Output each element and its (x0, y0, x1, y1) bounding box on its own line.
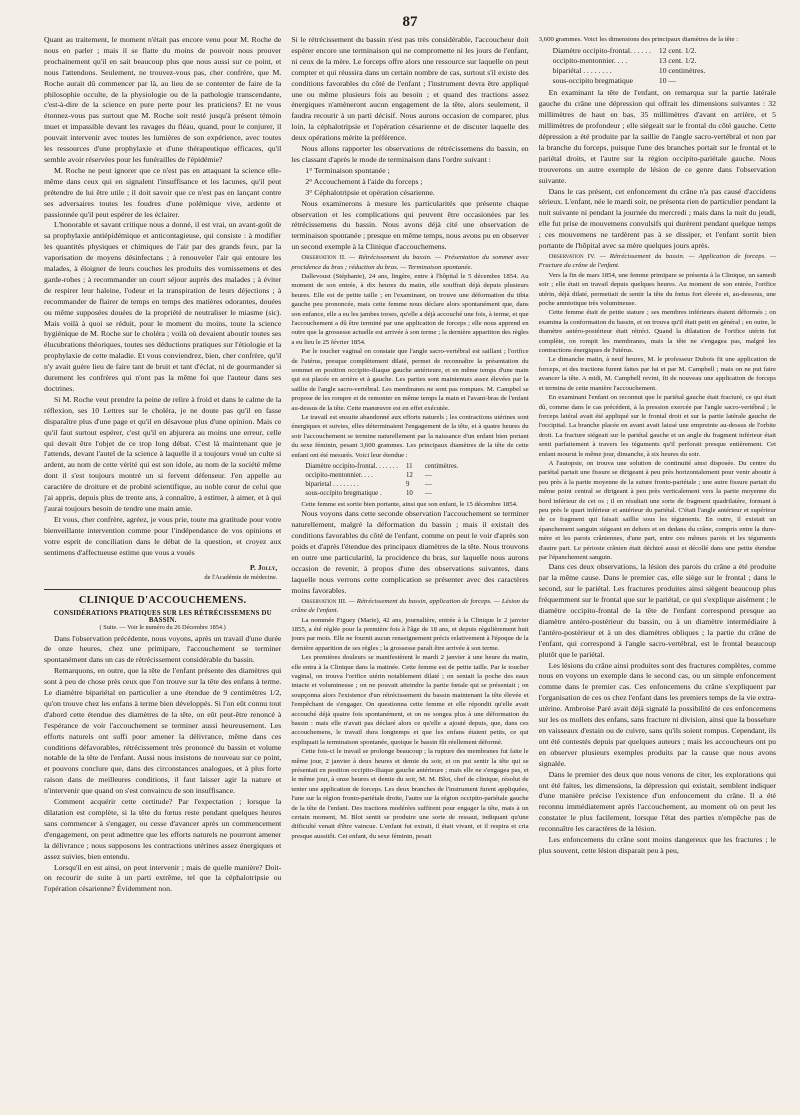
dimensions-table (301, 462, 462, 498)
observation-title: — Rétrécissement du bassin, application de forceps. — Lésion du crâne de l'enfant. (291, 597, 529, 615)
list-item: 1° Terminaison spontanée ; (305, 165, 390, 175)
dimension-unit: — (424, 472, 432, 480)
observation-number: Observation II. (301, 254, 346, 262)
dimension-label: biparietal . . . . . . . . (305, 481, 359, 489)
observation-paragraph: En examinant l'enfant on reconnut que le pariétal gauche était fracturé, ce qui était dû, comme dans le cas précédent, à la pression exercée par l'angle sacro-vertébral ; le forceps latéral avait été appliqué sur le frontal droit et sur la partie latérale gauche de l'occipital. La branche placée en avant avait laissé une empreinte au-dessus de l'orbite droit. La fracture siégeait sur le pariétal gauche et un angle du fragment inférieur était senti parfaitement à travers les téguments qu'il perforait presque entièrement. Cet enfant mourut le même jour, dimanche, à six heures du soir. (538, 394, 776, 458)
dimension-value: 11 (405, 463, 413, 471)
observation-paragraph: Le dimanche matin, à neuf heures, M. le professeur Dubois fit une application de forceps, et des tractions furent faites par lui et par M. Campbell ; mais on ne put faire avancer la tête. A midi, M. Campbell revint, fit de nouveau une application de forceps et termina de cette manière l'accouchement. (538, 356, 776, 392)
col1-paragraph: Et vous, cher confrère, agréez, je vous prie, toute ma gratitude pour votre bienveillante intervention comme pour l'indépendance de vos opinions et votre esprit de conciliation dans le débat de la question, et croyez aux sentimens d'affectueuse estime que vous a voués (44, 514, 282, 557)
col3-paragraph: Les enfoncemens du crâne sont moins dangereux que les fractures ; le plus souvent, cette lésion disparait peu à peu, (538, 835, 776, 855)
dimensions-table (549, 46, 710, 86)
observation-title: — Rétrécissement du bassin. — Présentation du sommet avec procidence du bras ; réduction du bras. — Terminaison spontanée. (291, 254, 529, 271)
dimension-label: sous-occipito bregmatique (552, 76, 634, 86)
dimension-value: 12 (405, 472, 413, 480)
observation-paragraph: Les premières douleurs se manifestèrent le mardi 2 janvier à une heure du matin, elle entra à la Clinique dans la matinée. Cette femme est de petite taille. Par le toucher vaginal, on trouva l'orifice utérin notablement dilaté ; on sentait la poche des eaux intacte et volumineuse ; on ne pouvait atteindre la partie fœtale qui se présentait ; on soupçonna alors l'existence d'un rétrécissement du bassin maintenant la tête élevée et l'empêchant de s'engager. On questionna cette femme et elle répondit qu'elle avait accouché déjà quatre fois spontanément, et on ne songea plus à une déformation du bassin : mais elle n'avait pas déclaré alors ce qu'elle a ajouté depuis, que, dans ces accouchemens, le travail dura longtemps et que les enfans étaient petits, ce qui expliquait la terminaison spontanée, quoique le bassin fût réellement déformé. (291, 654, 529, 746)
column-1 (44, 35, 281, 1115)
table-row (549, 76, 710, 86)
observation-heading (291, 597, 528, 616)
dimension-unit: — (424, 490, 432, 498)
col2-paragraph: Nous examinerons à mesure les particularités que présente chaque observation et les complications qui peuvent être occasionées par les rétrécissemens du bassin. Nous avons déjà cité une observation de terminaison spontanée ; presque en même temps, nous avons pu en observer un second exemple à la Clinique d'accouchemens. (291, 198, 529, 252)
observation-heading (539, 252, 776, 271)
observation-number: Observation IV. (548, 253, 596, 260)
col1-paragraph: Si M. Roche veut prendre la peine de relire à froid et dans le calme de la réflexion, ses 10 Lettres sur le choléra, je ne doute pas qu'il en fasse disparaître plus d'une page et qu'il en désavoue plus d'une opinion. Mais ce qu'il faut surtout espérer, c'est qu'il en abjurera au moins une erreur, celle qui devait être l'objet de ce trop long débat. C'est là maintenant que je l'attends, devant l'autel de la science à laquelle il a toujours voué un culte si ardent, au nom de cette vérité qui est son idole, au nom de la société même dont il s'est toujours montré un si fervent défenseur. J'en appelle au caractère de droiture et de probité scientifique, au noble cœur de celui que j'ai appris, depuis plus de trente ans, à connaître, à estimer, à aimer, et à qui j'aurai toujours besoin de tendre une main amie. (44, 394, 282, 513)
observation-paragraph: Dallevoust (Stéphanie), 24 ans, lingère, entre à l'hôpital le 5 décembre 1854. Au moment de son entrée, à dix heures du matin, elle souffrait déjà depuis plusieurs heures. Elle est de petite taille ; en l'examinant, on trouve une déformation du tibia gauche peu prononcée, mais cette femme nous déclare alors spontanément que, dans son enfance, elle a eu les jambes torses, qu'elle a déjà accouché une fois, à terme, et que l'accouchement a dû être terminé par une application de forceps ; elle nous apprend en outre que la grossesse actuelle est arrivée à son terme ; la dernière apparition des règles a eu lieu le 25 février 1854. (291, 272, 529, 346)
dimension-label: Diamètre occipito-frontal. . . . . . (552, 46, 651, 56)
observation-number: Observation III. (301, 597, 347, 605)
dimension-value: 10 centimètres. (658, 66, 706, 76)
section-title: CLINIQUE D'ACCOUCHEMENS. (78, 594, 247, 606)
signature-affiliation: de l'Académie de médecine. (204, 573, 278, 581)
col1-paragraph: Lorsqu'il en est ainsi, on peut intervenir ; mais de quelle manière? Doit-on recourir de suite à un parti extrême, tel que la céphalotripsie ou l'opération césarienne? Évidemment non. (44, 862, 282, 894)
col1-paragraph: Comment acquérir cette certitude? Par l'expectation ; lorsque la dilatation est complète, si la tête du fœtus reste pendant quelques heures sans commencer à s'engager, ou cesse d'avancer après un commencement d'engagement, on peut admettre que les efforts naturels ne pourront amener la délivrance ; nous supposons les contractions utérines assez énergiques et assez suivies, bien entendu. (44, 797, 282, 861)
table-row (301, 471, 462, 480)
observation-heading (291, 253, 528, 272)
dimension-value: 13 cent. 1/2. (658, 56, 697, 66)
col1-paragraph: Dans l'observation précédente, nous voyons, après un travail d'une durée de onze heures, chez une primipare, l'accouchement se terminer spontanément dans un cas de rétrécissement considérable du bassin. (44, 633, 282, 665)
dimension-label: occipito-mentonnier. . . . (305, 472, 373, 480)
dimension-label: occipito-mentonnier. . . . (552, 56, 628, 66)
col1-paragraph: Quant au traitement, le moment n'était pas encore venu pour M. Roche de nous en parler ; mais il se flatte du moins de pouvoir nous prouver prochainement qu'il en sait beaucoup plus que nous aussi sur ce point, et nous l'attendons. Seulement, ne trouvez-vous pas, cher confrère, que M. Roche aurait dû commencer par là, au lieu de se contenter de faire de la philosophie occulte, de la physiologie ou de la pathologie transcendante, c'est-à-dire de la science en pure perte pour les praticiens? Et ne vous étonnez-vous pas surtout que M. Roche soit resté jusqu'à présent témoin muet et impassible devant les ravages du fléau, quand, pour le conjurer, il pouvait intervenir avec toutes les lumières de son expérience, avec toutes les ressources d'une prophylaxie et d'une thérapeutique efficaces, qu'il semble avoir réservées pour les funérailles de l'épidémie? (44, 35, 282, 164)
table-row (549, 46, 710, 56)
dimension-value: 10 — (658, 76, 677, 86)
dimension-unit: — (424, 481, 432, 489)
col2-paragraph: Nous allons rapporter les observations de rétrécissemens du bassin, en les classant d'après le mode de terminaison dans l'ordre suivant : (291, 144, 529, 164)
dimension-label: bipariétal . . . . . . . . (552, 66, 612, 76)
observation-title: — Rétrécissement du bassin. — Application de forceps. — Fracture du crâne de l'enfant. (538, 253, 776, 270)
table-row (301, 480, 462, 489)
signature-name: P. Jolly, (249, 562, 278, 572)
table-row (549, 66, 710, 76)
col3-paragraph: Dans le premier des deux que nous venons de citer, les explorations qui ont été faites, les dimensions, la dépression qui existait, semblent indiquer d'une manière précise l'existence d'un enfoncement du crâne. Il a été reconnu immédiatement après l'accouchement, au moment où on peut les constater le plus facilement, lorsque l'état des parties n'empêche pas de reconnaître les caractères de la lésion. (538, 769, 776, 834)
table-row (301, 462, 462, 471)
dimension-label: sous-occipito bregmatique . (305, 490, 382, 498)
column-2 (291, 35, 528, 1115)
observation-paragraph: La nommée Figuey (Marie), 42 ans, journalière, entrée à la Clinique le 2 janvier 1855, a été réglée pour la première fois à l'âge de 18 ans, et depuis régulièrement huit jours par mois. Elle ne fournit aucun renseignement précis relativement à l'époque de la dernière apparition de ses règles ; la grossesse paraît être arrivée à son terme. (291, 616, 529, 652)
subsection-title: CONSIDÉRATIONS PRATIQUES SUR LES RÉTRÉCISSEMENS DU BASSIN. (53, 609, 272, 624)
dimension-label: Diamètre occipito-frontal. . . . . . . (305, 463, 398, 471)
col3-paragraph: En examinant la tête de l'enfant, on remarqua sur la partie latérale gauche du crâne une dépression qui offrait les dimensions suivantes : 32 millimètres de haut en bas, 35 millimètres d'avant en arrière, et 5 millimètres de profondeur ; elle siégeait sur le frontal du côté gauche. Cette dépression a été produite par la saillie de l'angle sacro-vertébral et non par la branche du forceps, puisque l'une des branches portait sur le frontal et le pariétal droits, et l'autre sur la région occipito-pariétale gauche. Nous trouverons un autre exemple de lésion de ce genre dans l'observation suivante. (538, 88, 776, 185)
table-row (301, 489, 462, 498)
observation-paragraph: Par le toucher vaginal on constate que l'angle sacro-vertébral est saillant ; l'orifice de l'utérus, presque complètement dilaté, permet de reconnaître la présentation du sommet en position occipito-iliaque gauche antérieure, et en même temps d'une main qui est placée en arrière et à gauche. Les parties sont maintenues assez élevées par la saillie de l'angle sacro-vertébral. Les membranes ne sont pas rompues. M. Campbel se propose de les rompre et de remonter en même temps la main et l'avant-bras de l'enfant au-dessus de la tête. Cette manœuvre est en effet exécutée. (291, 348, 529, 412)
column-3 (539, 35, 776, 1115)
observation-paragraph: Cette fois-ci le travail se prolonge beaucoup ; la rupture des membranes fut faite le même jour, 2 janvier à deux heures et demie du soir, et on put sentir la tête qui se présentait en position occipito-iliaque gauche antérieure ; mais elle ne s'engagea pas, et le même jour, à onze heures et demie du soir, M. M. Blot, chef de clinique, résolut de tenter une application de forceps. Les deux branches de l'instrument furent appliquées, l'une sur la région fronto-pariétale droite, l'autre sur la région occipito-pariétale gauche de la tête de l'enfant. Des tractions modérées suffirent pour engager la tête, mais à un certain moment, M. Blot sentit se produire une sorte de ressaut, indiquant qu'une difficulté venait d'être vaincue. L'enfant fut extrait, il était vivant, et il respira et cria presque aussitôt. Cet enfant, du sexe féminin, pesait (291, 748, 529, 840)
col3-paragraph: Les lésions du crâne ainsi produites sont des fractures complètes, comme nous en voyons un exemple dans le second cas, ou un simple enfoncement comme dans le premier cas. Ces enfoncemens du crâne s'expliquent par l'organisation de ces os chez l'enfant dans les premiers temps de la vie extra-utérine. Ambroise Paré avait déjà signalé la possibilité de ces enfoncemens sur les os mollets des enfans, sans fracture ni division, ainsi que la bosselure en vaisseaux d'estain ou de cuivre, sans qu'ils soient rompus. Cependant, ils ont été contestés depuis par quelques auteurs ; mais les accoucheurs ont pu en observer plusieurs exemples produits par la cause que nous avons signalée. (538, 660, 776, 768)
dimension-value: 12 cent. 1/2. (658, 46, 697, 56)
section-divider (44, 589, 281, 590)
observation-paragraph: Cette femme est sortie bien portante, ainsi que son enfant, le 15 décembre 1854. (301, 501, 518, 509)
col2-paragraph: Nous voyons dans cette seconde observation l'accouchement se terminer naturellement, malgré la déformation du bassin ; mais il existait des conditions favorables du côté de l'enfant, comme on peut le voir d'après son poids et d'après l'étendue des principaux diamètres de la tête. Nous trouvons en outre une particularité, la procidence du bras, sur laquelle nous aurons occasion de revenir, à propos d'une des observations suivantes, dans laquelle nous verrons cette complication se présenter avec des caractères moins favorables. (291, 509, 529, 595)
signature (44, 563, 277, 583)
columns (44, 35, 776, 1115)
continuation-note: ( Suite. — Voir le numéro du 26 Décembre 1854.) (99, 623, 226, 631)
list-item: 2° Accouchement à l'aide du forceps ; (305, 176, 423, 186)
dimension-unit: centimètres. (424, 463, 459, 471)
observation-paragraph: A l'autopsie, on trouva une solution de continuité ainsi disposée. Du centre du pariétal partait une fissure se dirigeant à peu près horizontalement pour venir aboutir à peu près à la partie moyenne de la suture fronto-pariétale ; une autre fissure partait du même point central se dirigeant à peu près verticalement vers la partie moyenne du bord inférieur de cet os ; il en résultait une sorte de fragment quadrilatère, formant à peu près le quart inférieur et antérieur du pariétal. C'était l'angle antérieur et supérieur de ce fragment qui faisait saillie sous les téguments. En outre, il existait un épanchement sanguin siégeant en dehors et en dedans du crâne, compris entre la dure-mère et les parois crâniennes, d'une part, entre ces mêmes parois et les téguments d'autre part. Le périoste crânien était déchiré aussi et décollé dans une petite étendue par l'épanchement sanguin. (538, 459, 776, 561)
dimension-value: 10 (405, 490, 413, 498)
observation-paragraph: Vers la fin de mars 1854, une femme primipare se présenta à la Clinique, un samedi soir ; elle était en travail depuis quelques heures. Au moment de son entrée, l'orifice utérin, déjà dilaté, permettait de sentir la tête du fœtus fort élevée et, au-dessous, une poche amniotique très volumineuse. (538, 271, 776, 308)
col3-paragraph: Dans le cas présent, cet enfoncement du crâne n'a pas causé d'accidens sérieux. L'enfant, née le mardi soir, ne présenta rien de particulier pendant la nuit suivante ni pendant la journée du mercredi ; mais dans la nuit du jeudi, elle fut prise de mouvemens convulsifs qui durèrent pendant quelque temps ; ces mouvemens ne tardèrent pas à se dissiper, et l'enfant sortit bien portante de l'hôpital avec sa mère quelques jours après. (538, 186, 776, 251)
col1-paragraph: Remarquons, en outre, que la tête de l'enfant présente des diamètres qui sont à peu de chose près ceux que l'on trouve sur la tête des enfans à terme. Le diamètre bipariétal en particulier a une étendue de 9 centimètres 1/2, qu'on trouve chez les enfans à terme bien développés. Si l'on eût connu tout d'abord cette étendue des diamètres de la tête, on eût peut-être renoncé à l'espérance de voir l'accouchement se terminer aussi heureusement. Les efforts naturels ont suffi pour amener la délivrance, même dans ces conditions défavorables, rétrécissement très prononcé du bassin et volume notable de la tête de l'enfant. Aussi nous insistons de nouveau sur ce point, et pouvons conclure que, dans des circonstances analogues, et à plus forte raison dans de meilleures conditions, il faut laisser agir la nature et n'intervenir que quand on s'est convaincu de son insuffisance. (44, 666, 282, 796)
observation-paragraph: Le travail est ensuite abandonné aux efforts naturels ; les contractions utérines sont énergiques et suivies, elles déterminaient l'engagement de la tête, et à quatre heures du soir l'accouchement se termine naturellement par la naissance d'un enfant bien portant du sexe féminin, pesant 3,600 grammes. Les principaux diamètres de la tête de cette enfant ont été mesurés. Voici leur étendue : (291, 414, 529, 459)
classification-list (291, 166, 528, 199)
dimension-value: 9 (405, 481, 410, 489)
col1-paragraph: L'honorable et savant critique nous a donné, il est vrai, un avant-goût de sa prophylaxie antiépidémique et anticontagieuse, qui consiste : à modifier les quantités physiques et chimiques de l'air par des grands feux, par la vaporisation de moyens désinfectans ; à renouveler l'air qui entoure les malades, à éloigner de leurs couches les produits des vomissemens et des garde-robes ; à recommander un court séjour auprès des malades ; à éviter de respirer leur haleine, l'odeur et la transpiration de leurs déjections ; à recommander de flairer de temps en temps des matières odorantes, douées ou même supposées douées de la propriété de neutraliser le miasme (sic). Mais voilà à quoi se réduit, pour le moment du moins, toute la science hygiénique de M. Roche sur le choléra ; voilà où devaient aboutir toutes ses élucubrations théoriques, toutes ses déductions pratiques sur l'étiologie et la prophylaxie de cette maladie. Et vous conviendrez, bien, cher confrère, qu'il n'y avait guère lieu de faire tant de bruit et tant d'éclat, ni de gourmander si durement les confrères qui n'ont pas la même foi que l'auteur dans ses doctrines. (44, 220, 282, 393)
col3-paragraph: Dans ces deux observations, la lésion des parois du crâne a été produite par la même cause. Dans le premier cas, elle siège sur le frontal ; dans le second, sur le pariétal. Les fractures produites ainsi siègent beaucoup plus fréquemment sur le frontal que sur le pariétal, ce qui s'explique aisément ; le diamètre occipito-frontal de la tête de l'enfant correspond presque au diamètre antéro-postérieur du bassin, ou à un diamètre intermédiaire à l'antéro-postérieur et à un des diamètres obliques ; la partie du crâne de l'enfant, qui correspond à l'angle sacro-vertébral, est le frontal beaucoup plutôt que le pariétal. (538, 562, 776, 659)
col2-paragraph: Si le rétrécissement du bassin n'est pas très considérable, l'accoucheur doit espérer encore une terminaison qui ne compromette ni les jours de l'enfant, ni ceux de la mère. Le forceps offre alors une ressource sur laquelle on peut compter et qui réussira dans un certain nombre de cas, surtout s'il existe des conditions favorables du côté de l'enfant ; l'instrument devra être appliqué une ou même plusieurs fois au besoin ; et quand des tractions assez énergiques n'amèneront aucun engagement de la tête, alors seulement, il faudra recourir à un parti décisif. Nous aurons occasion de comparer, plus loin, la céphalotripsie et l'opération césarienne et de discuter laquelle des deux opérations mérite la préférence. (291, 35, 529, 143)
page-number: 87 (402, 14, 418, 30)
observation-paragraph: Cette femme était de petite stature ; ses membres inférieurs étaient déformés ; on examina la conformation du bassin, et on trouva qu'il était petit en général ; en outre, le diamètre antéro-postérieur était rétréci. Quand la dilatation de l'orifice utérin fut complète, on rompit les membranes, mais la tête ne s'engagea pas, malgré les contractions énergiques de l'utérus. (538, 309, 776, 355)
col3-paragraph: 3,600 grammes. Voici les dimensions des principaux diamètres de la tête : (538, 36, 739, 43)
list-item: 3° Céphalotripsie et opération césarienne. (305, 187, 435, 197)
col1-paragraph: M. Roche ne peut ignorer que ce n'est pas en attaquant la science elle-même dans ceux qui en signalent l'insuffisance et les lacunes, qu'il peut prétendre de lui être utile ; il doit savoir que ce n'est pas en lançant contre ses adversaires toutes les foudres d'une polémique vive, ardente et passionnée qu'il peut espérer de les éclairer. (44, 165, 282, 219)
table-row (549, 56, 710, 66)
